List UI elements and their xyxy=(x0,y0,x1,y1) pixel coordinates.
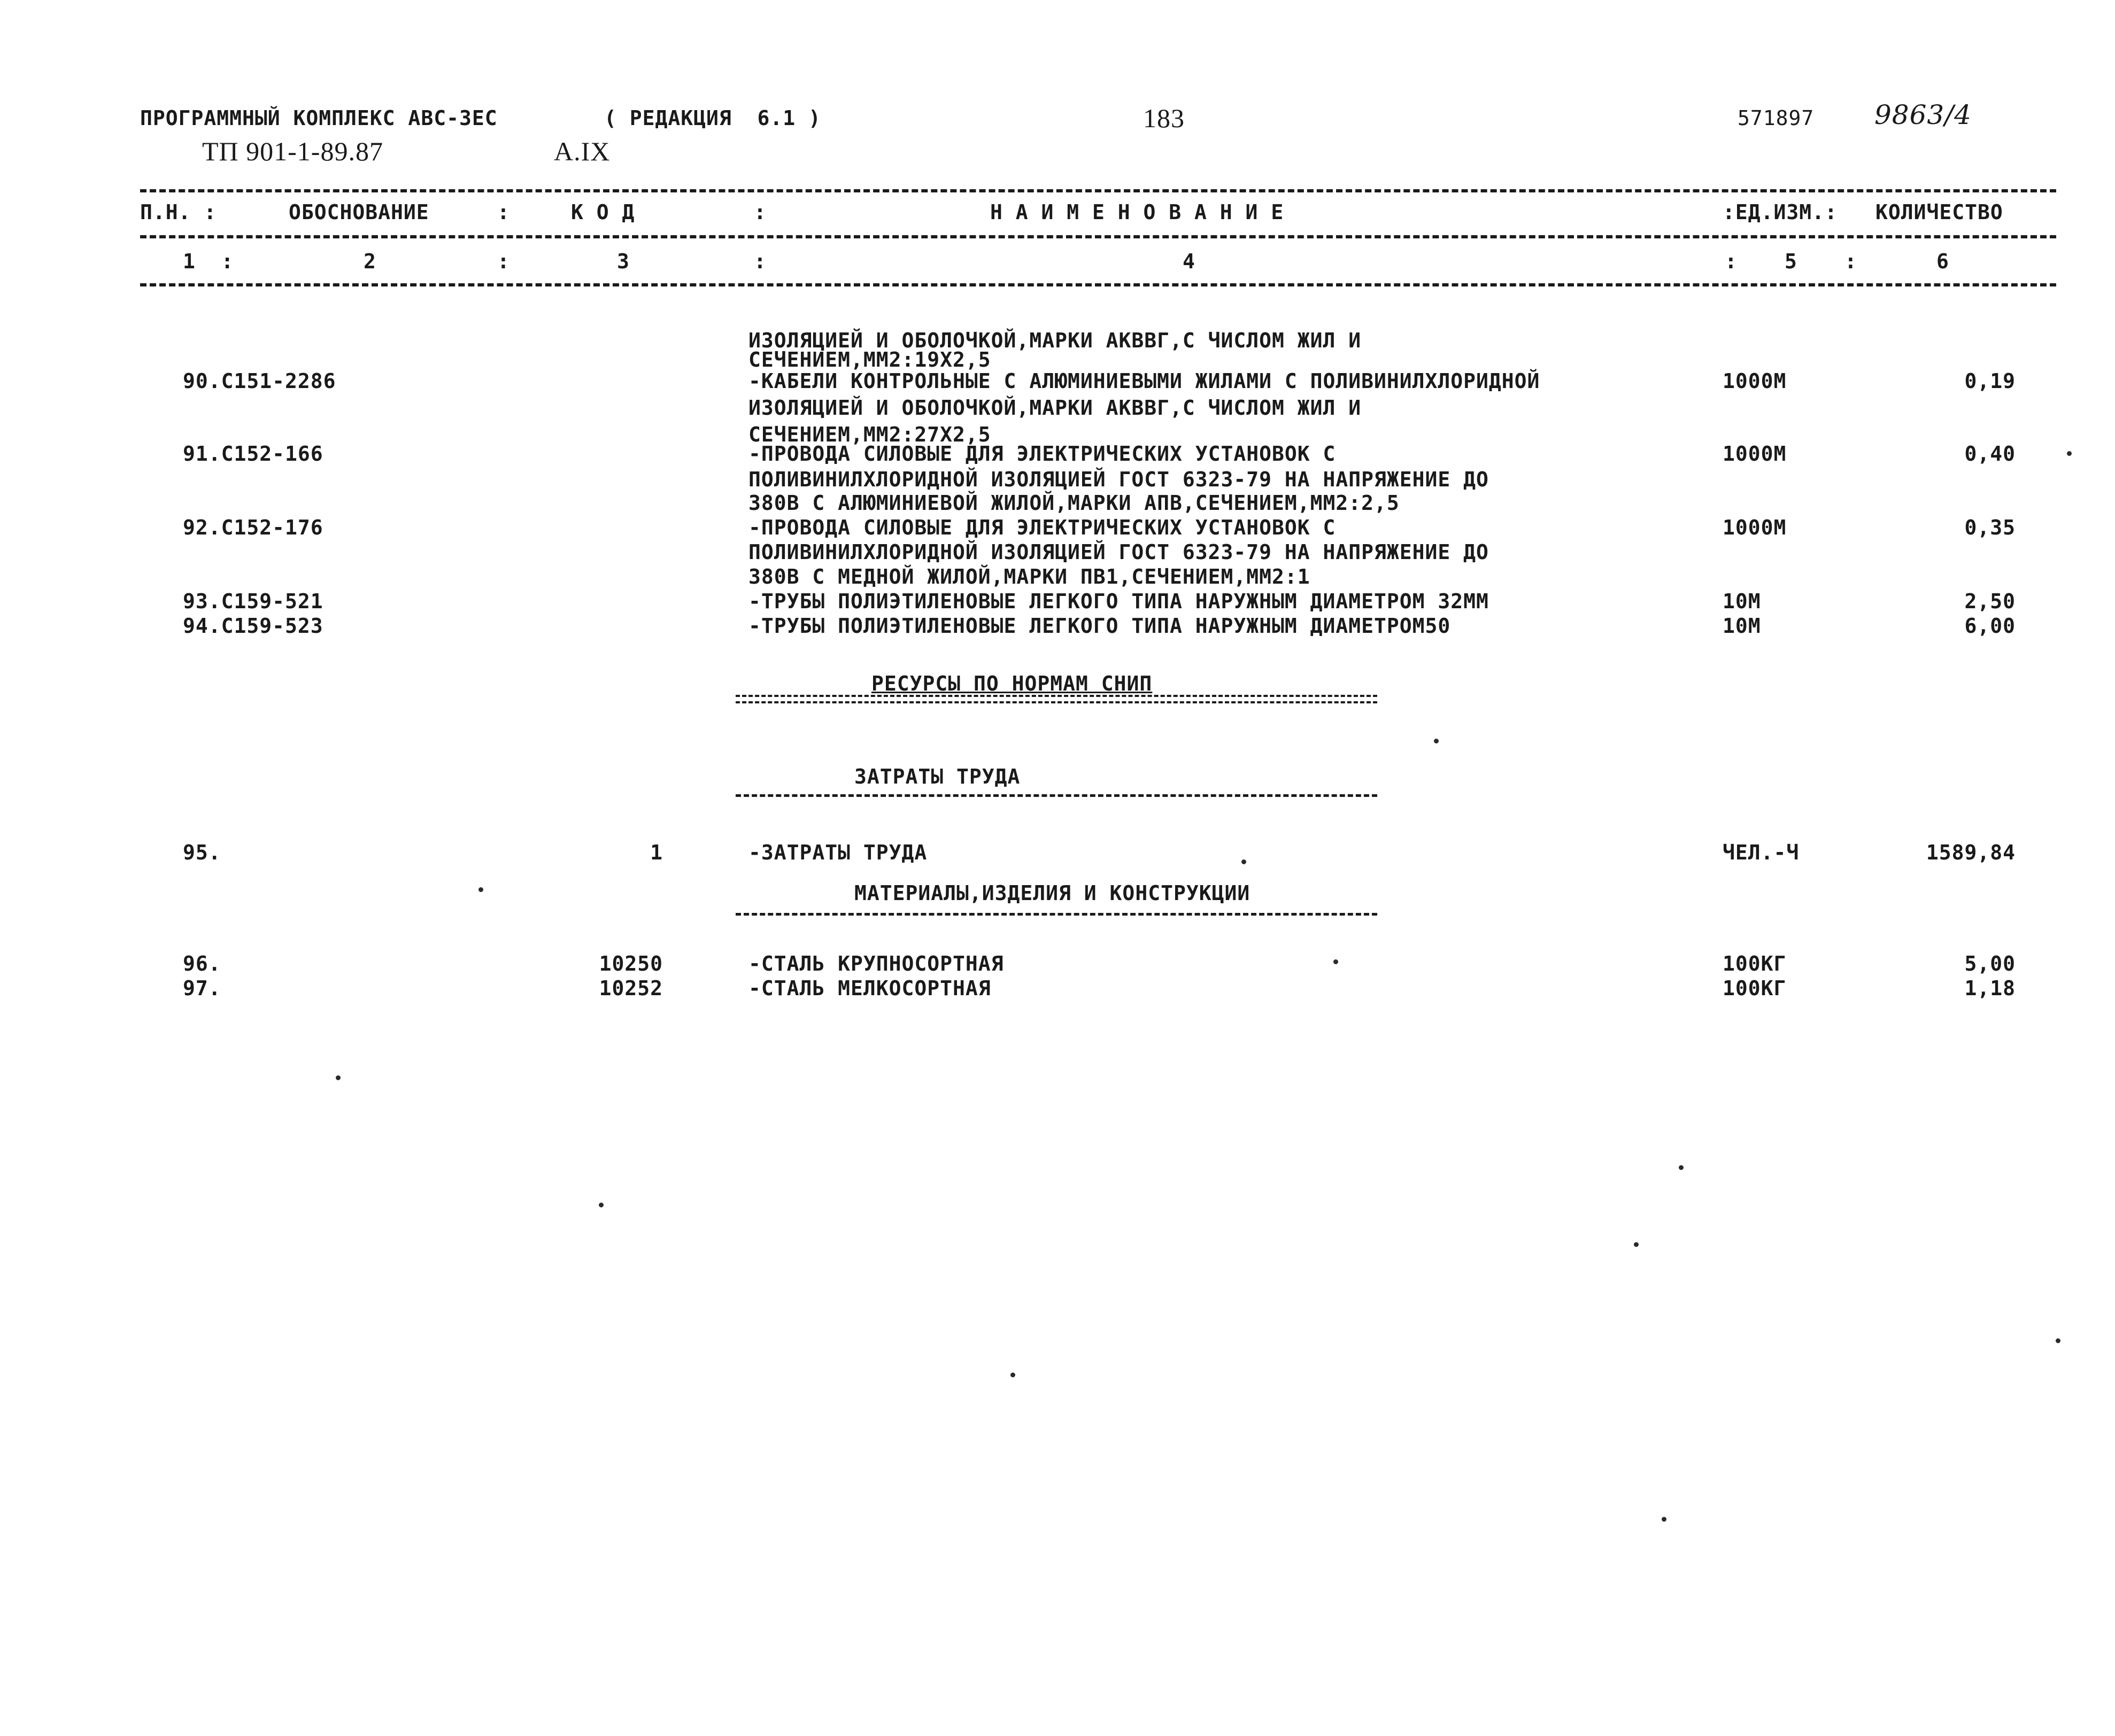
header-rule-middle xyxy=(140,235,2056,238)
page-number: 183 xyxy=(1143,103,1185,133)
col-number-3: 3 xyxy=(617,250,630,273)
row-name-line: СЕЧЕНИЕМ,ММ2:27Х2,5 xyxy=(748,423,991,446)
col-header-sep2: : xyxy=(754,200,767,224)
row-qty: 0,40 xyxy=(1964,442,2016,466)
material-row-id: 97. xyxy=(183,976,221,1000)
row-id: 94.С159-523 xyxy=(183,614,323,638)
col-number-6: 6 xyxy=(1936,250,1949,273)
row-unit: 10М xyxy=(1723,590,1761,613)
continuation-line: СЕЧЕНИЕМ,ММ2:19Х2,5 xyxy=(748,348,991,371)
material-row-code: 10252 xyxy=(599,976,663,1000)
col-number-4: 4 xyxy=(1183,250,1195,273)
row-name-line: ПОЛИВИНИЛХЛОРИДНОЙ ИЗОЛЯЦИЕЙ ГОСТ 6323-79 НА НАПРЯЖЕНИЕ ДО xyxy=(748,468,1489,491)
labor-row-qty: 1589,84 xyxy=(1926,841,2016,864)
col-header-name: Н А И М Е Н О В А Н И Е xyxy=(990,200,1284,224)
double-rule-lower xyxy=(736,701,1377,703)
row-id: 93.С159-521 xyxy=(183,590,323,613)
section-title-materials: МАТЕРИАЛЫ,ИЗДЕЛИЯ И КОНСТРУКЦИИ xyxy=(854,881,1251,905)
section-title-resources: РЕСУРСЫ ПО НОРМАМ СНИП xyxy=(871,672,1153,695)
document-code: 571897 xyxy=(1738,106,1815,130)
program-title: ПРОГРАММНЫЙ КОМПЛЕКС АВС-3ЕС xyxy=(140,106,498,130)
col-header-sep1: : xyxy=(497,200,510,224)
header-rule-bottom xyxy=(140,283,2056,286)
row-name-line: -КАБЕЛИ КОНТРОЛЬНЫЕ С АЛЮМИНИЕВЫМИ ЖИЛАМИ С ПОЛИВИНИЛХЛОРИДНОЙ xyxy=(748,369,1540,393)
scan-speck xyxy=(1662,1517,1666,1522)
row-name-line: -ТРУБЫ ПОЛИЭТИЛЕНОВЫЕ ЛЕГКОГО ТИПА НАРУЖНЫМ ДИАМЕТРОМ 32ММ xyxy=(748,590,1489,613)
scan-speck xyxy=(1434,739,1439,743)
row-qty: 2,50 xyxy=(1964,590,2016,613)
material-row-qty: 1,18 xyxy=(1964,976,2016,1000)
material-row-id: 96. xyxy=(183,952,221,975)
row-id: 92.С152-176 xyxy=(183,516,323,539)
continuation-line: ИЗОЛЯЦИЕЙ И ОБОЛОЧКОЙ,МАРКИ АКВВГ,С ЧИСЛОМ ЖИЛ И xyxy=(748,329,1362,352)
handwritten-number: 9863/4 xyxy=(1874,99,1972,130)
section-rule-labor xyxy=(736,794,1377,797)
material-row-name: -СТАЛЬ МЕЛКОСОРТНАЯ xyxy=(748,976,991,1000)
scan-speck xyxy=(599,1203,604,1207)
material-row-unit: 100КГ xyxy=(1723,952,1787,975)
row-name-line: 380В С МЕДНОЙ ЖИЛОЙ,МАРКИ ПВ1,СЕЧЕНИЕМ,ММ2:1 xyxy=(748,565,1310,588)
edition-label: ( РЕДАКЦИЯ 6.1 ) xyxy=(604,106,821,130)
col-number-sep4: : xyxy=(1725,250,1738,273)
header-rule-top xyxy=(140,189,2056,192)
section-title-labor: ЗАТРАТЫ ТРУДА xyxy=(854,765,1021,788)
material-row-name: -СТАЛЬ КРУПНОСОРТНАЯ xyxy=(748,952,1004,975)
col-number-1: 1 : xyxy=(183,250,234,273)
labor-row-code: 1 xyxy=(650,841,663,864)
col-number-sep3: : xyxy=(754,250,767,273)
row-name-line: ИЗОЛЯЦИЕЙ И ОБОЛОЧКОЙ,МАРКИ АКВВГ,С ЧИСЛОМ ЖИЛ И xyxy=(748,396,1362,420)
col-header-basis: ОБОСНОВАНИЕ xyxy=(289,200,429,224)
scan-speck xyxy=(478,887,483,892)
project-number: ТП 901-1-89.87 xyxy=(202,136,383,166)
row-unit: 1000М xyxy=(1723,516,1787,539)
col-header-pn: П.Н. : xyxy=(140,200,217,224)
row-qty: 0,35 xyxy=(1964,516,2016,539)
row-unit: 1000М xyxy=(1723,442,1787,466)
material-row-unit: 100КГ xyxy=(1723,976,1787,1000)
row-id: 90.С151-2286 xyxy=(183,369,336,393)
scan-speck xyxy=(1241,859,1246,864)
col-number-sep2: : xyxy=(497,250,510,273)
row-name-line: -ПРОВОДА СИЛОВЫЕ ДЛЯ ЭЛЕКТРИЧЕСКИХ УСТАНОВОК С xyxy=(748,442,1336,466)
col-header-unit: :ЕД.ИЗМ.: xyxy=(1723,200,1838,224)
row-qty: 6,00 xyxy=(1964,614,2016,638)
col-number-sep5: : xyxy=(1844,250,1857,273)
row-name-line: -ПРОВОДА СИЛОВЫЕ ДЛЯ ЭЛЕКТРИЧЕСКИХ УСТАНОВОК С xyxy=(748,516,1336,539)
col-header-code: К О Д xyxy=(571,200,635,224)
col-header-qty: КОЛИЧЕСТВО xyxy=(1875,200,2003,224)
scan-speck xyxy=(1634,1242,1639,1247)
album-number: А.IX xyxy=(554,136,611,166)
row-qty: 0,19 xyxy=(1964,369,2016,393)
double-rule-upper xyxy=(736,695,1377,697)
col-number-2: 2 xyxy=(364,250,376,273)
material-row-qty: 5,00 xyxy=(1964,952,2016,975)
scan-speck xyxy=(2067,451,2072,456)
row-unit: 10М xyxy=(1723,614,1761,638)
scan-speck xyxy=(1010,1373,1015,1377)
labor-row-unit: ЧЕЛ.-Ч xyxy=(1723,841,1800,864)
col-number-5: 5 xyxy=(1785,250,1797,273)
scan-speck xyxy=(336,1075,341,1080)
scan-speck xyxy=(1679,1165,1684,1170)
row-name-line: ПОЛИВИНИЛХЛОРИДНОЙ ИЗОЛЯЦИЕЙ ГОСТ 6323-79 НА НАПРЯЖЕНИЕ ДО xyxy=(748,540,1489,564)
scan-speck xyxy=(1333,959,1338,964)
row-id: 91.С152-166 xyxy=(183,442,323,466)
section-rule-materials xyxy=(736,913,1377,916)
material-row-code: 10250 xyxy=(599,952,663,975)
row-name-line: -ТРУБЫ ПОЛИЭТИЛЕНОВЫЕ ЛЕГКОГО ТИПА НАРУЖНЫМ ДИАМЕТРОМ50 xyxy=(748,614,1451,638)
row-unit: 1000М xyxy=(1723,369,1787,393)
scan-speck xyxy=(2056,1338,2060,1343)
labor-row-name: -ЗАТРАТЫ ТРУДА xyxy=(748,841,928,864)
labor-row-id: 95. xyxy=(183,841,221,864)
row-name-line: 380В С АЛЮМИНИЕВОЙ ЖИЛОЙ,МАРКИ АПВ,СЕЧЕНИЕМ,ММ2:2,5 xyxy=(748,491,1400,515)
